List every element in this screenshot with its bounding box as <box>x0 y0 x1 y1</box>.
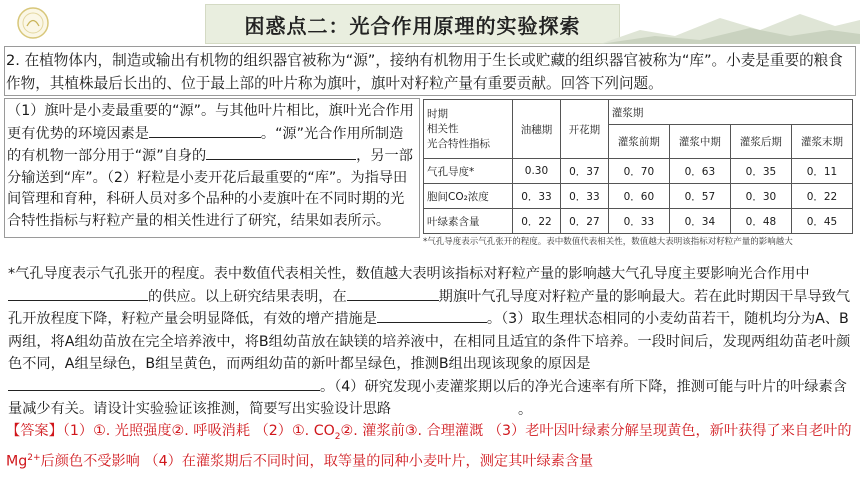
answer-block <box>6 421 852 473</box>
table-cell: 0．34 <box>669 209 730 234</box>
answer-part: 后颜色不受影响 <box>40 453 140 470</box>
table-cell: 0．11 <box>791 159 852 184</box>
column-header: 油穗期 <box>513 100 561 159</box>
column-header: 灌浆中期 <box>669 125 730 159</box>
answer-part: ②. 灌浆前③. 合理灌溉 <box>340 423 484 439</box>
column-header: 灌浆末期 <box>791 125 852 159</box>
text-segment: *气孔导度表示气孔张开的程度。表中数值代表相关性，数值越大表明该指标对籽粒产量的影响越大气孔导度主要影响光合作用中 <box>8 266 810 282</box>
table-cell: 0．33 <box>560 184 608 209</box>
question-part-1 <box>7 101 417 232</box>
table-row <box>424 209 853 234</box>
table-cell: 0．60 <box>608 184 669 209</box>
correlation-table <box>423 99 853 234</box>
answer-part: （1）①. 光照强度②. 呼吸消耗 <box>62 423 251 439</box>
data-table-block <box>423 99 859 245</box>
answer-label: 【答案】 <box>6 423 63 439</box>
table-cell: 0．33 <box>513 184 561 209</box>
text-segment: 。（4）研究发现小麦灌浆期以后的净光合速率有所下降，推测可能与叶片的叶绿素含量减少有关。请设计实验验证该推测，简要写出实验设计思路 <box>8 378 847 417</box>
answer-part: （3）老叶因叶绿素分解呈现黄色，新叶获得了来自老叶的Mg <box>6 423 852 470</box>
answer-blank[interactable] <box>206 145 356 160</box>
row-label: 胞间CO₂浓度 <box>424 184 513 209</box>
corner-label: 相关性 <box>427 122 459 135</box>
text-segment: 。（3）取生理状态相同的小麦幼苗若干，随机均分为A、B两组，将A组幼苗放在完全培养液中，将B组幼苗放在缺镁的培养液中，在相同且适宜的条件下培养。一段时间后，发现两组幼苗老叶颜色不同，A组呈绿色，B组呈黄色，而两组幼苗的新叶都呈绿色，推测B组出现该现象的原因是 <box>8 311 851 372</box>
answer-blank[interactable] <box>377 308 487 323</box>
answer-blank[interactable] <box>149 123 261 138</box>
answer-part: （4）在灌浆期后不同时间，取等量的同种小麦叶片，测定其叶绿素含量 <box>144 453 594 470</box>
corner-label: 光合特性指标 <box>427 137 490 150</box>
table-cell: 0．22 <box>513 209 561 234</box>
column-header: 灌浆期 <box>608 100 852 125</box>
text-segment: （1）旗叶是小麦最重要的“源”。与其他叶片相比，旗叶光合作用更有优势的环境因素是 <box>7 103 414 142</box>
question-intro: 2. 在植物体内，制造或输出有机物的组织器官被称为“源”，接纳有机物用于生长或贮藏的组织器官被称为“库”。小麦是重要的粮食作物，其植株最后长出的、位于最上部的叶片称为旗叶，旗叶对籽粒产量有重要贡献。回答下列问题。 <box>6 52 843 92</box>
mountain-decoration-icon <box>600 0 860 44</box>
table-cell: 0．57 <box>669 184 730 209</box>
table-cell: 0．33 <box>608 209 669 234</box>
page-title: 困惑点二：光合作用原理的实验探索 <box>205 4 620 44</box>
text-segment: ，另一部分输送到“库”。（2）籽粒是小麦开花后最重要的“库”。为指导田间管理和育种，科研人员对多个品种的小麦旗叶在不同时期的光合特性指标与籽粒产量的相关性进行了研究，结果如表所示。 <box>7 148 413 229</box>
corner-label: 时期 <box>427 107 448 120</box>
table-cell: 0．45 <box>791 209 852 234</box>
superscript: 2+ <box>27 452 41 463</box>
answer-blank[interactable] <box>8 286 148 301</box>
row-label: 叶绿素含量 <box>424 209 513 234</box>
answer-part: （2）①. CO <box>254 423 335 439</box>
table-cell: 0．30 <box>730 184 791 209</box>
table-cell: 0.30 <box>513 159 561 184</box>
table-row <box>424 184 853 209</box>
end-punctuation: 。 <box>518 402 532 418</box>
column-header: 灌浆后期 <box>730 125 791 159</box>
table-cell: 0．48 <box>730 209 791 234</box>
column-header: 开花期 <box>560 100 608 159</box>
row-label: 气孔导度* <box>424 159 513 184</box>
subscript: 2 <box>334 431 341 442</box>
text-segment: 期旗叶气孔导度对籽粒产量的影响最大。若在此时期因干旱导致气孔开放程度下降，籽粒产量会明显降低，有效的增产措施是 <box>8 288 851 327</box>
table-row <box>424 159 853 184</box>
question-body <box>8 263 854 421</box>
answer-blank[interactable] <box>347 286 439 301</box>
table-cell: 0．27 <box>560 209 608 234</box>
table-cell: 0．22 <box>791 184 852 209</box>
table-cell: 0．63 <box>669 159 730 184</box>
table-cell: 0．35 <box>730 159 791 184</box>
text-segment: 的供应。以上研究结果表明，在 <box>148 288 347 305</box>
table-note: *气孔导度表示气孔张开的程度。表中数值代表相关性，数值越大表明该指标对籽粒产量的影响越大 <box>423 237 793 247</box>
table-cell: 0．37 <box>560 159 608 184</box>
text-segment: 。“源”光合作用所制造的有机物一部分用于“源”自身的 <box>7 125 404 164</box>
answer-blank[interactable] <box>8 376 320 391</box>
column-header: 灌浆前期 <box>608 125 669 159</box>
school-logo-icon <box>16 6 50 40</box>
table-cell: 0．70 <box>608 159 669 184</box>
